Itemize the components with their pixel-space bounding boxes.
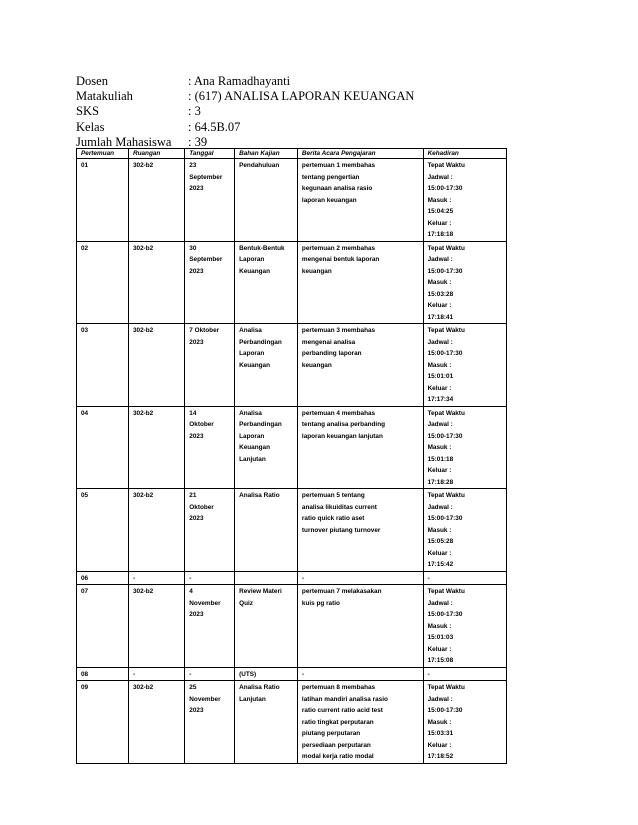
- cell-kehadiran-line: 17:15:42: [427, 561, 454, 568]
- cell-pertemuan: 05: [77, 489, 129, 572]
- cell-kehadiran-line: 15:01:18: [427, 455, 454, 463]
- cell-tanggal-line: November: [189, 695, 221, 703]
- table-row: [77, 681, 507, 764]
- cell-berita-acara-line: pertemuan 3 membahas: [301, 327, 376, 334]
- dosen-value: : Ana Ramadhayanti: [188, 74, 291, 88]
- cell-bahan-kajian-line: Laporan: [239, 256, 265, 263]
- cell-bahan-kajian-line: Review Materi: [239, 588, 282, 595]
- cell-kehadiran-line: 15:00-17:30: [427, 267, 463, 275]
- cell-tanggal-line: 7 Oktober: [189, 327, 220, 334]
- cell-pertemuan: 03: [77, 324, 129, 407]
- cell-kehadiran-line: Masuk :: [427, 622, 452, 630]
- cell-tanggal-line: 21: [189, 492, 197, 499]
- cell-kehadiran-line: Jadwal :: [427, 173, 453, 181]
- cell-bahan-kajian-line: Analisa Ratio: [239, 684, 280, 691]
- cell-ruangan: -: [128, 667, 184, 681]
- cell-berita-acara: [297, 241, 423, 324]
- cell-bahan-kajian: [235, 241, 298, 324]
- cell-kehadiran-line: Masuk :: [427, 526, 452, 534]
- jumlah-mahasiswa-label: Jumlah Mahasiswa: [76, 134, 172, 149]
- cell-kehadiran-line: 15:01:01: [427, 373, 454, 380]
- cell-bahan-kajian-line: Keuangan: [239, 361, 271, 369]
- table-row: [77, 489, 507, 572]
- cell-kehadiran-line: Jadwal :: [427, 695, 453, 703]
- cell-berita-acara-line: -: [301, 670, 305, 678]
- cell-berita-acara: [297, 585, 423, 668]
- cell-bahan-kajian-line: Bentuk-Bentuk: [239, 244, 285, 252]
- cell-ruangan: 302-b2: [128, 489, 184, 572]
- cell-kehadiran-line: Keluar :: [427, 302, 452, 309]
- cell-kehadiran-line: 17:18:28: [427, 478, 454, 486]
- cell-berita-acara-line: latihan mandiri analisa rasio: [301, 695, 388, 703]
- cell-kehadiran-line: 15:03:31: [427, 730, 454, 737]
- cell-kehadiran-line: Tepat Waktu: [427, 162, 465, 169]
- cell-kehadiran-line: 15:03:28: [427, 290, 454, 298]
- table-row: [77, 159, 507, 242]
- cell-tanggal-line: 2023: [189, 267, 204, 275]
- cell-kehadiran: [423, 159, 506, 242]
- sks-label: SKS: [76, 104, 99, 119]
- jumlah-mahasiswa-value: : 39: [188, 134, 208, 149]
- cell-berita-acara-line: ratio current ratio acid test: [301, 707, 383, 714]
- cell-berita-acara-line: pertemuan 5 tentang: [301, 492, 365, 499]
- cell-ruangan: 302-b2: [128, 681, 184, 764]
- cell-berita-acara-line: turnover piutang turnover: [301, 526, 381, 534]
- column-header-berita-acara: Berita Acara Pengajaran: [297, 149, 423, 159]
- cell-bahan-kajian-line: Quiz: [239, 599, 253, 607]
- cell-pertemuan: 06: [77, 571, 129, 585]
- cell-berita-acara: [297, 324, 423, 407]
- cell-bahan-kajian-line: Perbandingan: [239, 421, 282, 428]
- cell-kehadiran-line: 15:00-17:30: [427, 185, 463, 192]
- cell-tanggal-line: Oktober: [189, 503, 214, 511]
- course-info-header: [76, 74, 414, 150]
- cell-kehadiran-line: Tepat Waktu: [427, 684, 465, 691]
- cell-kehadiran-line: Keluar :: [427, 219, 452, 227]
- cell-tanggal-line: 2023: [189, 515, 204, 522]
- cell-berita-acara: [297, 406, 423, 489]
- cell-berita-acara-line: piutang perputaran: [301, 730, 361, 737]
- cell-berita-acara: [297, 571, 423, 585]
- cell-kehadiran: [423, 571, 506, 585]
- table-row: [77, 241, 507, 324]
- cell-tanggal: [185, 681, 235, 764]
- kelas-label: Kelas: [76, 119, 105, 134]
- cell-kehadiran-line: Keluar :: [427, 384, 452, 392]
- cell-pertemuan: 09: [77, 681, 129, 764]
- cell-berita-acara-line: -: [301, 574, 305, 582]
- cell-berita-acara-line: laporan keuangan lanjutan: [301, 432, 383, 440]
- cell-berita-acara-line: kuis pg ratio: [301, 599, 340, 607]
- column-header-tanggal: Tanggal: [185, 149, 235, 159]
- cell-kehadiran-line: -: [427, 574, 430, 582]
- cell-kehadiran-line: 15:05:28: [427, 538, 454, 545]
- cell-berita-acara-line: pertemuan 8 membahas: [301, 684, 376, 691]
- cell-tanggal-line: Oktober: [189, 421, 214, 428]
- cell-kehadiran-line: Masuk :: [427, 718, 452, 726]
- cell-kehadiran-line: 17:18:18: [427, 231, 454, 238]
- cell-ruangan: 302-b2: [128, 585, 184, 668]
- cell-kehadiran-line: Jadwal :: [427, 256, 453, 263]
- cell-ruangan: -: [128, 571, 184, 585]
- cell-berita-acara-line: pertemuan 1 membahas: [301, 162, 376, 169]
- cell-kehadiran-line: 15:01:03: [427, 634, 454, 641]
- cell-pertemuan: 04: [77, 406, 129, 489]
- cell-tanggal-line: 23: [189, 162, 197, 169]
- cell-tanggal-line: 2023: [189, 707, 204, 714]
- cell-pertemuan: 07: [77, 585, 129, 668]
- cell-tanggal: [185, 406, 235, 489]
- cell-tanggal-line: -: [189, 574, 192, 582]
- cell-kehadiran-line: Tepat Waktu: [427, 244, 465, 252]
- cell-kehadiran-line: Masuk :: [427, 196, 452, 204]
- column-header-ruangan: Ruangan: [128, 149, 184, 159]
- cell-tanggal: [185, 571, 235, 585]
- cell-kehadiran-line: Jadwal :: [427, 503, 453, 511]
- column-header-kehadiran: Kehadiran: [423, 149, 506, 159]
- cell-pertemuan: 08: [77, 667, 129, 681]
- cell-tanggal-line: 2023: [189, 432, 204, 440]
- table-row: [77, 571, 507, 585]
- cell-tanggal-line: 4: [189, 588, 193, 595]
- attendance-table: [76, 148, 507, 764]
- cell-berita-acara: [297, 681, 423, 764]
- cell-tanggal-line: 2023: [189, 185, 204, 192]
- cell-kehadiran-line: Masuk :: [427, 444, 452, 451]
- cell-tanggal-line: September: [189, 256, 223, 263]
- table-row: [77, 406, 507, 489]
- cell-bahan-kajian: [235, 667, 298, 681]
- column-header-pertemuan: Pertemuan: [77, 149, 129, 159]
- cell-bahan-kajian-line: Laporan: [239, 432, 265, 440]
- cell-kehadiran-line: 17:15:08: [427, 657, 454, 664]
- cell-bahan-kajian-line: Perbandingan: [239, 338, 282, 346]
- cell-kehadiran-line: 15:00-17:30: [427, 515, 463, 522]
- cell-kehadiran-line: -: [427, 670, 430, 678]
- cell-berita-acara-line: persediaan perputaran: [301, 741, 371, 749]
- cell-bahan-kajian: [235, 159, 298, 242]
- cell-berita-acara: [297, 489, 423, 572]
- cell-kehadiran: [423, 667, 506, 681]
- cell-kehadiran-line: Masuk :: [427, 361, 452, 369]
- cell-kehadiran-line: Jadwal :: [427, 338, 453, 346]
- matakuliah-label: Matakuliah: [76, 89, 133, 104]
- cell-tanggal-line: 14: [189, 409, 197, 417]
- cell-bahan-kajian-line: Analisa: [239, 327, 262, 334]
- cell-ruangan: 302-b2: [128, 324, 184, 407]
- cell-berita-acara-line: keuangan: [301, 267, 332, 275]
- cell-kehadiran: [423, 681, 506, 764]
- cell-tanggal-line: November: [189, 599, 221, 607]
- matakuliah-row: [76, 89, 414, 104]
- cell-kehadiran-line: Tepat Waktu: [427, 588, 465, 595]
- cell-bahan-kajian-line: Lanjutan: [239, 695, 266, 703]
- cell-tanggal-line: 30: [189, 244, 197, 252]
- cell-berita-acara-line: tentang pengertian: [301, 173, 360, 181]
- cell-bahan-kajian: [235, 324, 298, 407]
- cell-bahan-kajian: [235, 489, 298, 572]
- cell-bahan-kajian-line: Keuangan: [239, 267, 271, 275]
- cell-kehadiran-line: 15:04:25: [427, 208, 454, 215]
- cell-kehadiran-line: 15:00-17:30: [427, 432, 463, 440]
- cell-bahan-kajian-line: Analisa Ratio: [239, 492, 280, 499]
- sks-value: : 3: [188, 104, 201, 119]
- cell-kehadiran-line: Keluar :: [427, 645, 452, 653]
- cell-berita-acara-line: pertemuan 7 melakasakan: [301, 588, 382, 595]
- table-header-row: [77, 149, 507, 159]
- cell-tanggal: [185, 241, 235, 324]
- table-row: [77, 324, 507, 407]
- cell-bahan-kajian: [235, 571, 298, 585]
- cell-kehadiran: [423, 489, 506, 572]
- attendance-table-body: [77, 159, 507, 764]
- sks-row: [76, 104, 414, 119]
- cell-kehadiran: [423, 585, 506, 668]
- cell-berita-acara: [297, 159, 423, 242]
- cell-berita-acara: [297, 667, 423, 681]
- cell-tanggal: [185, 324, 235, 407]
- cell-tanggal-line: September: [189, 173, 223, 181]
- cell-bahan-kajian: [235, 681, 298, 764]
- cell-ruangan: 302-b2: [128, 406, 184, 489]
- column-header-bahan-kajian: Bahan Kajian: [235, 149, 298, 159]
- cell-pertemuan: 01: [77, 159, 129, 242]
- table-row: [77, 667, 507, 681]
- cell-bahan-kajian-line: Laporan: [239, 350, 265, 357]
- cell-tanggal-line: 25: [189, 684, 197, 691]
- cell-bahan-kajian-line: Lanjutan: [239, 455, 266, 463]
- cell-berita-acara-line: ratio quick ratio aset: [301, 515, 365, 522]
- dosen-row: [76, 74, 414, 89]
- cell-tanggal: [185, 489, 235, 572]
- cell-berita-acara-line: ratio tingkat perputaran: [301, 718, 374, 726]
- cell-berita-acara-line: modal kerja ratio modal: [301, 753, 374, 760]
- cell-berita-acara-line: pertemuan 4 membahas: [301, 409, 376, 417]
- cell-kehadiran-line: Jadwal :: [427, 421, 453, 428]
- cell-kehadiran-line: 15:00-17:30: [427, 350, 463, 357]
- cell-pertemuan: 02: [77, 241, 129, 324]
- kelas-value: : 64.5B.07: [188, 119, 241, 134]
- cell-bahan-kajian-line: Analisa: [239, 409, 262, 417]
- cell-bahan-kajian: [235, 585, 298, 668]
- cell-berita-acara-line: pertemuan 2 membahas: [301, 244, 376, 252]
- cell-kehadiran-line: Keluar :: [427, 549, 452, 557]
- cell-kehadiran: [423, 324, 506, 407]
- cell-tanggal: [185, 585, 235, 668]
- kelas-row: [76, 120, 414, 135]
- cell-kehadiran: [423, 241, 506, 324]
- cell-kehadiran-line: Masuk :: [427, 279, 452, 286]
- cell-bahan-kajian-line: Pendahuluan: [239, 162, 280, 169]
- cell-kehadiran-line: 15:00-17:30: [427, 707, 463, 714]
- cell-bahan-kajian-line: Keuangan: [239, 444, 271, 451]
- dosen-label: Dosen: [76, 74, 108, 88]
- cell-kehadiran-line: Keluar :: [427, 467, 452, 474]
- cell-tanggal-line: 2023: [189, 338, 204, 346]
- cell-berita-acara-line: mengenai analisa: [301, 338, 356, 346]
- cell-berita-acara-line: perbanding laporan: [301, 350, 362, 357]
- cell-bahan-kajian-line: (UTS): [239, 670, 257, 678]
- cell-berita-acara-line: keuangan: [301, 361, 332, 369]
- cell-tanggal: [185, 159, 235, 242]
- cell-berita-acara-line: tentang analisa perbanding: [301, 421, 386, 428]
- cell-berita-acara-line: laporan keuangan: [301, 196, 357, 204]
- cell-bahan-kajian: [235, 406, 298, 489]
- cell-berita-acara-line: analisa likuiditas current: [301, 503, 377, 511]
- cell-tanggal-line: 2023: [189, 611, 204, 618]
- cell-kehadiran-line: 17:18:52: [427, 753, 454, 760]
- cell-berita-acara-line: kegunaan analisa rasio: [301, 185, 373, 192]
- cell-kehadiran-line: 15:00-17:30: [427, 611, 463, 618]
- cell-kehadiran-line: Tepat Waktu: [427, 492, 465, 499]
- cell-berita-acara-line: mengenai bentuk laporan: [301, 256, 380, 263]
- cell-kehadiran-line: 17:17:34: [427, 396, 454, 403]
- cell-ruangan: 302-b2: [128, 159, 184, 242]
- table-row: [77, 585, 507, 668]
- cell-kehadiran-line: Tepat Waktu: [427, 409, 465, 417]
- cell-kehadiran-line: 17:18:41: [427, 313, 454, 321]
- cell-tanggal-line: -: [189, 670, 192, 678]
- cell-kehadiran-line: Jadwal :: [427, 599, 453, 607]
- cell-tanggal: [185, 667, 235, 681]
- cell-ruangan: 302-b2: [128, 241, 184, 324]
- matakuliah-value: : (617) ANALISA LAPORAN KEUANGAN: [188, 89, 415, 104]
- cell-kehadiran: [423, 406, 506, 489]
- cell-kehadiran-line: Keluar :: [427, 741, 452, 749]
- cell-kehadiran-line: Tepat Waktu: [427, 327, 465, 334]
